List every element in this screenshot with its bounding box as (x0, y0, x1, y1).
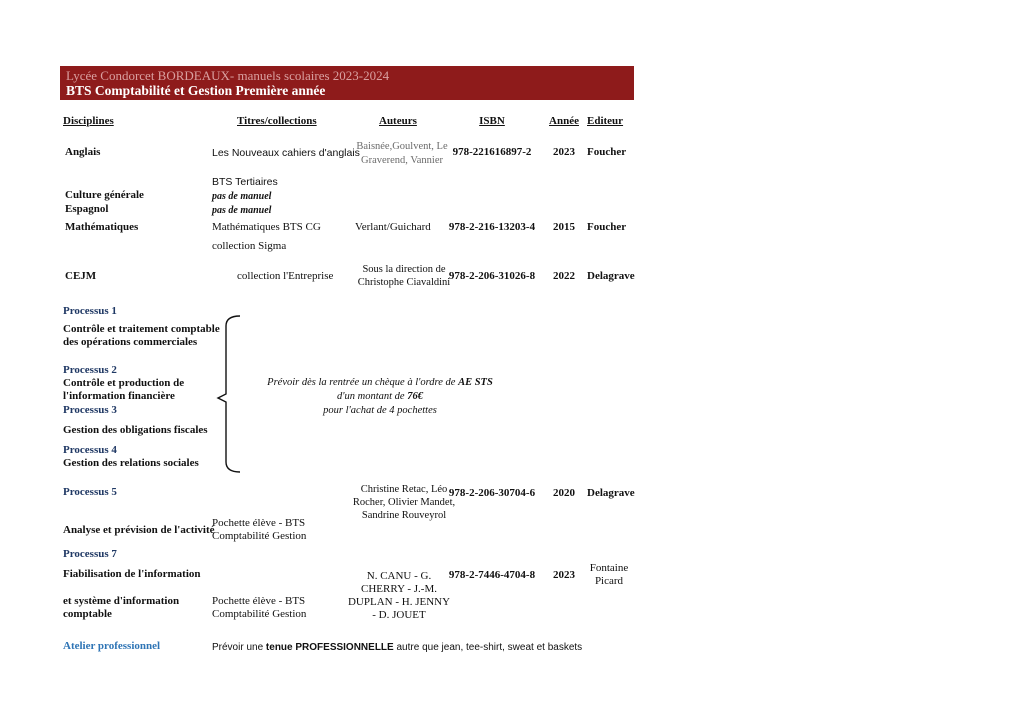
cejm-discipline: CEJM (65, 270, 97, 282)
culture-title: pas de manuel (212, 191, 272, 202)
processus-2-label: Processus 2 (63, 364, 117, 376)
curly-brace (216, 314, 242, 474)
maths-collection: collection Sigma (212, 240, 287, 252)
processus-5-publisher: Delagrave (587, 487, 635, 499)
atelier-note: Prévoir une tenue PROFESSIONNELLE autre que jean, tee-shirt, sweat et baskets (212, 642, 583, 653)
espagnol-discipline: Espagnol (65, 203, 109, 215)
maths-year: 2015 (553, 221, 575, 233)
col-header-isbn: ISBN (479, 115, 505, 127)
processus-5-isbn: 978-2-206-30704-6 (448, 487, 536, 499)
anglais-discipline: Anglais (65, 146, 101, 158)
header-banner (60, 66, 634, 100)
anglais-isbn: 978-221616897-2 (452, 146, 532, 158)
cheque-note (255, 376, 505, 418)
cejm-authors: Sous la direction de Christophe Ciavaldini (357, 264, 451, 288)
culture-discipline: Culture générale (65, 189, 144, 201)
processus-7-publisher: Fontaine Picard (589, 562, 629, 587)
processus-5-year: 2020 (553, 487, 575, 499)
processus-5-label: Processus 5 (63, 486, 117, 498)
processus-1-label: Processus 1 (63, 305, 117, 317)
processus-3-desc: Gestion des obligations fiscales (63, 424, 208, 436)
maths-publisher: Foucher (587, 221, 627, 233)
col-header-authors: Auteurs (379, 115, 417, 127)
anglais-year: 2023 (553, 146, 575, 158)
processus-5-discipline: Analyse et prévision de l'activité (63, 524, 215, 536)
processus-5-title: Pochette élève - BTS Comptabilité Gestion (212, 517, 307, 542)
col-header-disciplines: Disciplines (63, 115, 114, 127)
processus-2-desc: Contrôle et production de l'information financière (63, 377, 185, 402)
col-header-year: Année (549, 115, 579, 127)
col-header-publisher: Editeur (587, 115, 624, 127)
maths-title: Mathématiques BTS CG (212, 221, 321, 233)
anglais-title: Les Nouveaux cahiers d'anglais (212, 147, 360, 159)
anglais-authors: Baisnée,Goulvent, Le Graverend, Vannier (356, 141, 448, 166)
maths-discipline: Mathématiques (65, 221, 139, 233)
processus-7-year: 2023 (553, 569, 575, 581)
processus-7-discipline-line2: et système d'information comptable (63, 595, 180, 620)
cheque-note-line2: d'un montant de 76€ (337, 391, 423, 402)
maths-isbn: 978-2-216-13203-4 (448, 221, 536, 233)
cejm-year: 2022 (553, 270, 575, 282)
processus-4-label: Processus 4 (63, 444, 117, 456)
cejm-publisher: Delagrave (587, 270, 635, 282)
processus-7-authors: N. CANU - G. CHERRY - J.-M. DUPLAN - H. JENNY - D. JOUET (347, 570, 451, 621)
processus-7-label: Processus 7 (63, 548, 117, 560)
processus-3-label: Processus 3 (63, 404, 117, 416)
processus-5-authors: Christine Retac, Léo Rocher, Olivier Mandet, Sandrine Rouveyrol (352, 484, 456, 521)
cejm-title: collection l'Entreprise (237, 270, 334, 282)
anglais-publisher: Foucher (587, 146, 627, 158)
cheque-note-line1: Prévoir dès la rentrée un chèque à l'ordre de AE STS (267, 377, 493, 388)
espagnol-title: pas de manuel (212, 205, 272, 216)
col-header-titles: Titres/collections (237, 115, 317, 127)
banner-title: Lycée Condorcet BORDEAUX- manuels scolaires 2023-2024 (66, 68, 390, 83)
banner-subtitle: BTS Comptabilité et Gestion Première année (66, 83, 326, 98)
processus-1-desc: Contrôle et traitement comptable des opérations commerciales (63, 323, 220, 348)
processus-4-desc: Gestion des relations sociales (63, 457, 199, 469)
cejm-isbn: 978-2-206-31026-8 (448, 270, 536, 282)
processus-7-isbn: 978-2-7446-4704-8 (448, 569, 536, 581)
maths-authors: Verlant/Guichard (355, 221, 431, 233)
atelier-label: Atelier professionnel (63, 640, 161, 652)
cheque-note-line3: pour l'achat de 4 pochettes (323, 405, 437, 416)
processus-7-discipline-line1: Fiabilisation de l'information (63, 568, 201, 580)
tertiaires-label: BTS Tertiaires (212, 176, 278, 188)
processus-7-title: Pochette élève - BTS Comptabilité Gestion (212, 595, 307, 620)
